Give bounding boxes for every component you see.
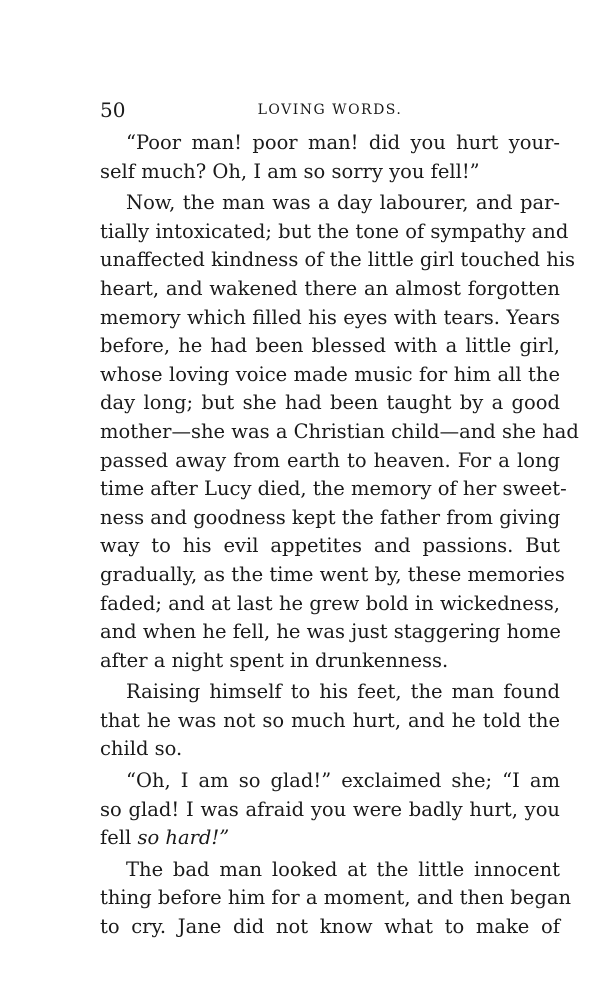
page-number: 50	[100, 98, 126, 122]
text-line: so glad! I was afraid you were badly hurt, you	[100, 797, 560, 821]
running-title: LOVING WORDS.	[257, 102, 403, 118]
text-line: mother—she was a Christian child—and she had	[100, 419, 579, 443]
italic-emphasis: so hard!”	[137, 826, 230, 850]
text-line: ness and goodness kept the father from giving	[100, 505, 561, 529]
text-line: way to his evil appetites and passions. But	[100, 534, 560, 558]
text-line: The bad man looked at the little innocent	[126, 857, 560, 881]
text-line: thing before him for a moment, and then began	[100, 886, 571, 910]
text-line: heart, and wakened there an almost forgotten	[100, 276, 560, 300]
text-line: memory which filled his eyes with tears. Years	[100, 305, 560, 329]
text-line-prefix: fell	[100, 826, 138, 850]
text-line: self much? Oh, I am so sorry you fell!”	[100, 159, 480, 183]
text-line: child so.	[100, 737, 183, 761]
page-header	[100, 98, 560, 122]
text-line: day long; but she had been taught by a good	[100, 391, 560, 415]
text-line: passed away from earth to heaven. For a long	[100, 448, 560, 472]
text-line: whose loving voice made music for him all the	[100, 362, 560, 386]
text-line: that he was not so much hurt, and he told the	[100, 708, 560, 732]
text-line: gradually, as the time went by, these memories	[100, 562, 565, 586]
text-line: “Poor man! poor man! did you hurt your-	[126, 131, 560, 154]
text-line: Now, the man was a day labourer, and par-	[126, 191, 560, 215]
text-line	[100, 824, 560, 853]
text-line: faded; and at last he grew bold in wickedness,	[100, 591, 560, 615]
text-line: after a night spent in drunkenness.	[100, 648, 449, 672]
text-line: before, he had been blessed with a little girl,	[100, 334, 560, 358]
text-line: tially intoxicated; but the tone of sympathy and	[100, 219, 569, 243]
text-line: and when he fell, he was just staggering home	[100, 620, 561, 644]
text-line: time after Lucy died, the memory of her sweet-	[100, 477, 567, 501]
body-text	[100, 129, 579, 942]
text-line: to cry. Jane did not know what to make of	[100, 915, 560, 939]
text-line: “Oh, I am so glad!” exclaimed she; “I am	[126, 769, 560, 793]
text-line: Raising himself to his feet, the man found	[126, 680, 560, 704]
text-line: unaffected kindness of the little girl touched his	[100, 248, 576, 272]
